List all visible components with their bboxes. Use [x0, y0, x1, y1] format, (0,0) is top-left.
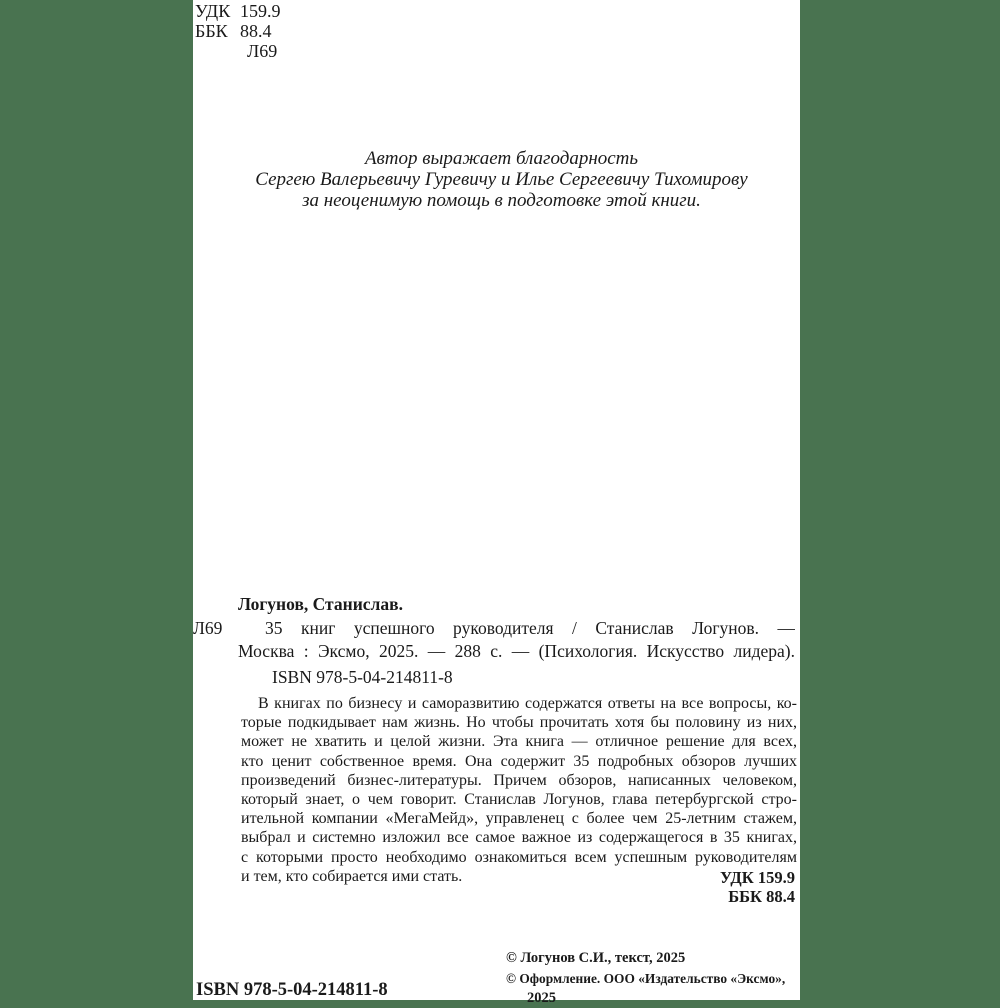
annotation-line: В книгах по бизнесу и саморазвитию содержатся ответы на все вопросы, ко- — [258, 695, 797, 712]
annotation-line: произведений бизнес-литературы. Причем обзоров, написанных человеком, — [241, 771, 797, 789]
catalog-title-line: 35 книг успешного руководителя / Станислав Логунов. — — [265, 617, 795, 638]
author-sign-spacer — [195, 41, 240, 61]
acknowledgment-line: за неоценимую помощь в подготовке этой книги. — [302, 190, 701, 211]
udk-label: УДК — [195, 1, 231, 21]
bbk-row — [195, 21, 281, 41]
annotation-line: торые подкидывает нам жизнь. Но чтобы прочитать хотя бы половину из них, — [241, 714, 797, 732]
catalog-card — [193, 593, 795, 689]
bbk-label: ББК — [195, 21, 228, 41]
acknowledgment — [193, 148, 800, 211]
bottom-bbk: ББК 88.4 — [728, 887, 795, 906]
annotation-line: с которыми просто необходимо ознакомиться всем успешным руководителям — [241, 848, 797, 866]
copyright-block — [506, 949, 785, 1008]
annotation-line: кто ценит собственное время. Она содержит 35 подробных обзоров лучших — [241, 752, 797, 770]
copyright-line: © Логунов С.И., текст, 2025 — [506, 950, 686, 966]
copyright-line: 2025 — [527, 989, 556, 1006]
bbk-value: 88.4 — [240, 21, 272, 41]
catalog-isbn: ISBN 978-5-04-214811-8 — [272, 666, 453, 687]
footer-isbn: ISBN 978-5-04-214811-8 — [196, 980, 388, 1000]
copyright-line: © Оформление. ООО «Издательство «Эксмо», — [506, 970, 786, 986]
udk-value: 159.9 — [240, 1, 281, 21]
annotation-line: и тем, кто собирается ими стать. — [241, 867, 463, 885]
author-sign-row — [195, 41, 281, 61]
annotation-line: может не хватить и целой жизни. Эта книга — отличное решение для всех, — [241, 733, 797, 751]
acknowledgment-line: Автор выражает благодарность — [364, 148, 639, 169]
catalog-author-heading: Логунов, Станислав. — [238, 594, 403, 614]
annotation-line: выбрал и системно изложил все самое важное из содержащегося в 35 книгах, — [241, 829, 797, 847]
classification-codes-top — [195, 1, 281, 61]
annotation — [241, 694, 797, 886]
catalog-author-sign: Л69 — [193, 617, 223, 638]
bottom-udk: УДК 159.9 — [719, 868, 795, 887]
author-sign: Л69 — [247, 41, 278, 61]
classification-codes-bottom — [720, 868, 795, 906]
acknowledgment-line: Сергею Валерьевичу Гуревичу и Илье Сергеевичу Тихомирову — [255, 169, 748, 190]
udk-row — [195, 1, 281, 21]
annotation-line: ительной компании «МегаМейд», управленец с более чем 25-летним стажем, — [241, 810, 797, 828]
imprint-page — [193, 0, 800, 1006]
catalog-title-line: Москва : Эксмо, 2025. — 288 с. — (Психология. Искусство лидера). — [238, 641, 795, 661]
annotation-line: который знает, о чем говорит. Станислав Логунов, глава петербургской стро- — [241, 790, 797, 808]
